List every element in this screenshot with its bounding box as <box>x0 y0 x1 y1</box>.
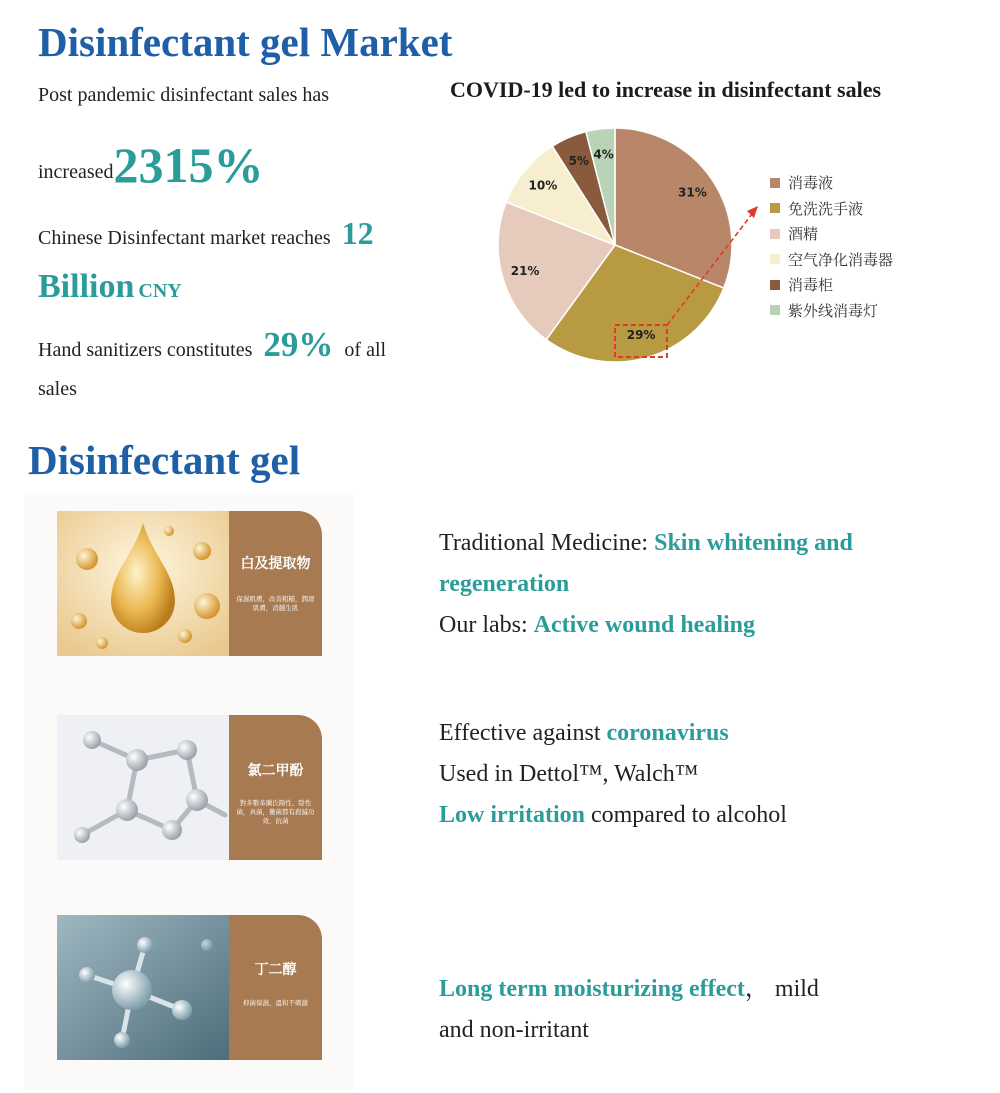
legend-item-4 <box>770 249 893 270</box>
pie-label-2: 29% <box>626 327 656 342</box>
legend-label: 消毒柜 <box>788 276 834 294</box>
card-subtitle: 抑菌保濕，溫和不刺激 <box>243 999 308 1007</box>
desc-1-line-3 <box>439 605 853 646</box>
legend-swatch <box>770 229 780 239</box>
ingredient-card-butylene-glycol <box>57 915 322 1060</box>
legend-label: 免洗洗手液 <box>788 199 864 218</box>
pie-label-3: 21% <box>510 264 540 279</box>
market-size-billion: Billion <box>38 268 135 305</box>
molecule-blue-image <box>57 915 229 1060</box>
card-title: 氯二甲酚 <box>247 763 304 779</box>
ingredient-desc-1 <box>439 523 853 646</box>
legend-item-1 <box>770 172 833 193</box>
legend-label: 消毒液 <box>788 174 834 192</box>
sanitizer-share-value: 29% <box>263 325 334 364</box>
pie-label-6: 4% <box>593 147 614 162</box>
market-size-value: 12 <box>341 215 374 251</box>
card-panel <box>229 915 322 1060</box>
card-subtitle: 對多數革蘭氏陽性、陰性菌，真菌，黴菌都有殺滅功效，抗菌 <box>236 799 315 825</box>
desc-plain: Our labs: <box>439 612 534 638</box>
desc-plain: Used in Dettol™, Walch™ <box>439 761 699 787</box>
market-line-5-prefix: Hand sanitizers constitutes <box>38 339 253 361</box>
market-line-3-prefix: Chinese Disinfectant market reaches <box>38 227 331 249</box>
market-line-2-prefix: increased <box>38 161 114 183</box>
legend-label: 紫外线消毒灯 <box>788 301 879 320</box>
legend-item-3 <box>770 223 818 244</box>
legend-swatch <box>770 280 780 290</box>
desc-highlight: Long term moisturizing effect <box>439 976 745 1002</box>
market-title: Disinfectant gel Market <box>38 19 453 65</box>
pie-label-1: 31% <box>678 185 707 200</box>
ingredient-card-chloroxylenol <box>57 715 322 860</box>
desc-highlight: Skin whitening and <box>654 530 853 556</box>
pie-label-4: 10% <box>528 178 558 193</box>
desc-highlight: Low irritation <box>439 802 585 828</box>
desc-3-line-1 <box>439 969 819 1010</box>
gel-title: Disinfectant gel <box>28 437 301 483</box>
legend-swatch <box>770 305 780 315</box>
legend-item-2 <box>770 198 863 219</box>
desc-plain: Traditional Medicine: <box>439 530 655 556</box>
desc-highlight: Active wound healing <box>533 612 756 638</box>
card-title: 丁二醇 <box>254 962 297 978</box>
highlight-arrowhead <box>747 206 758 218</box>
card-panel <box>229 715 322 860</box>
legend-label: 酒精 <box>788 225 819 243</box>
pie-label-5: 5% <box>568 154 589 169</box>
legend-swatch <box>770 254 780 264</box>
market-line-5-suffix: of all <box>344 339 387 361</box>
desc-highlight: regeneration <box>439 571 570 597</box>
sales-increase-value: 2315% <box>113 137 264 193</box>
golden-droplet-image <box>57 511 229 656</box>
ingredient-desc-2 <box>439 713 787 836</box>
desc-2-line-1 <box>439 713 787 754</box>
ingredient-card-bletilla <box>57 511 322 656</box>
legend-item-5 <box>770 274 833 295</box>
card-subtitle: 保濕肌膚，改善粗糙，潤滑肌膚，消腫生肌 <box>236 595 315 612</box>
molecule-grey-image <box>57 715 229 860</box>
desc-plain: ， mild <box>744 976 819 1002</box>
chart-title: COVID-19 led to increase in disinfectant sales <box>450 77 882 102</box>
card-panel <box>229 511 322 656</box>
legend-item-6 <box>770 300 878 321</box>
desc-1-line-1 <box>439 523 853 564</box>
card-title: 白及提取物 <box>240 556 311 572</box>
desc-1-line-2 <box>439 564 853 605</box>
market-line-6: sales <box>38 378 77 400</box>
ingredient-desc-3 <box>439 969 819 1051</box>
legend-label: 空气净化消毒器 <box>788 250 894 269</box>
legend-swatch <box>770 203 780 213</box>
desc-highlight: coronavirus <box>606 720 729 746</box>
desc-3-line-2 <box>439 1010 819 1051</box>
desc-2-line-3 <box>439 795 787 836</box>
market-line-1: Post pandemic disinfectant sales has <box>38 84 330 106</box>
desc-plain: Effective against <box>439 720 607 746</box>
desc-2-line-2 <box>439 754 787 795</box>
legend-swatch <box>770 178 780 188</box>
desc-plain: and non-irritant <box>439 1017 589 1043</box>
pie-slices <box>498 128 732 362</box>
market-size-unit: CNY <box>138 280 182 302</box>
desc-plain: compared to alcohol <box>584 802 787 828</box>
